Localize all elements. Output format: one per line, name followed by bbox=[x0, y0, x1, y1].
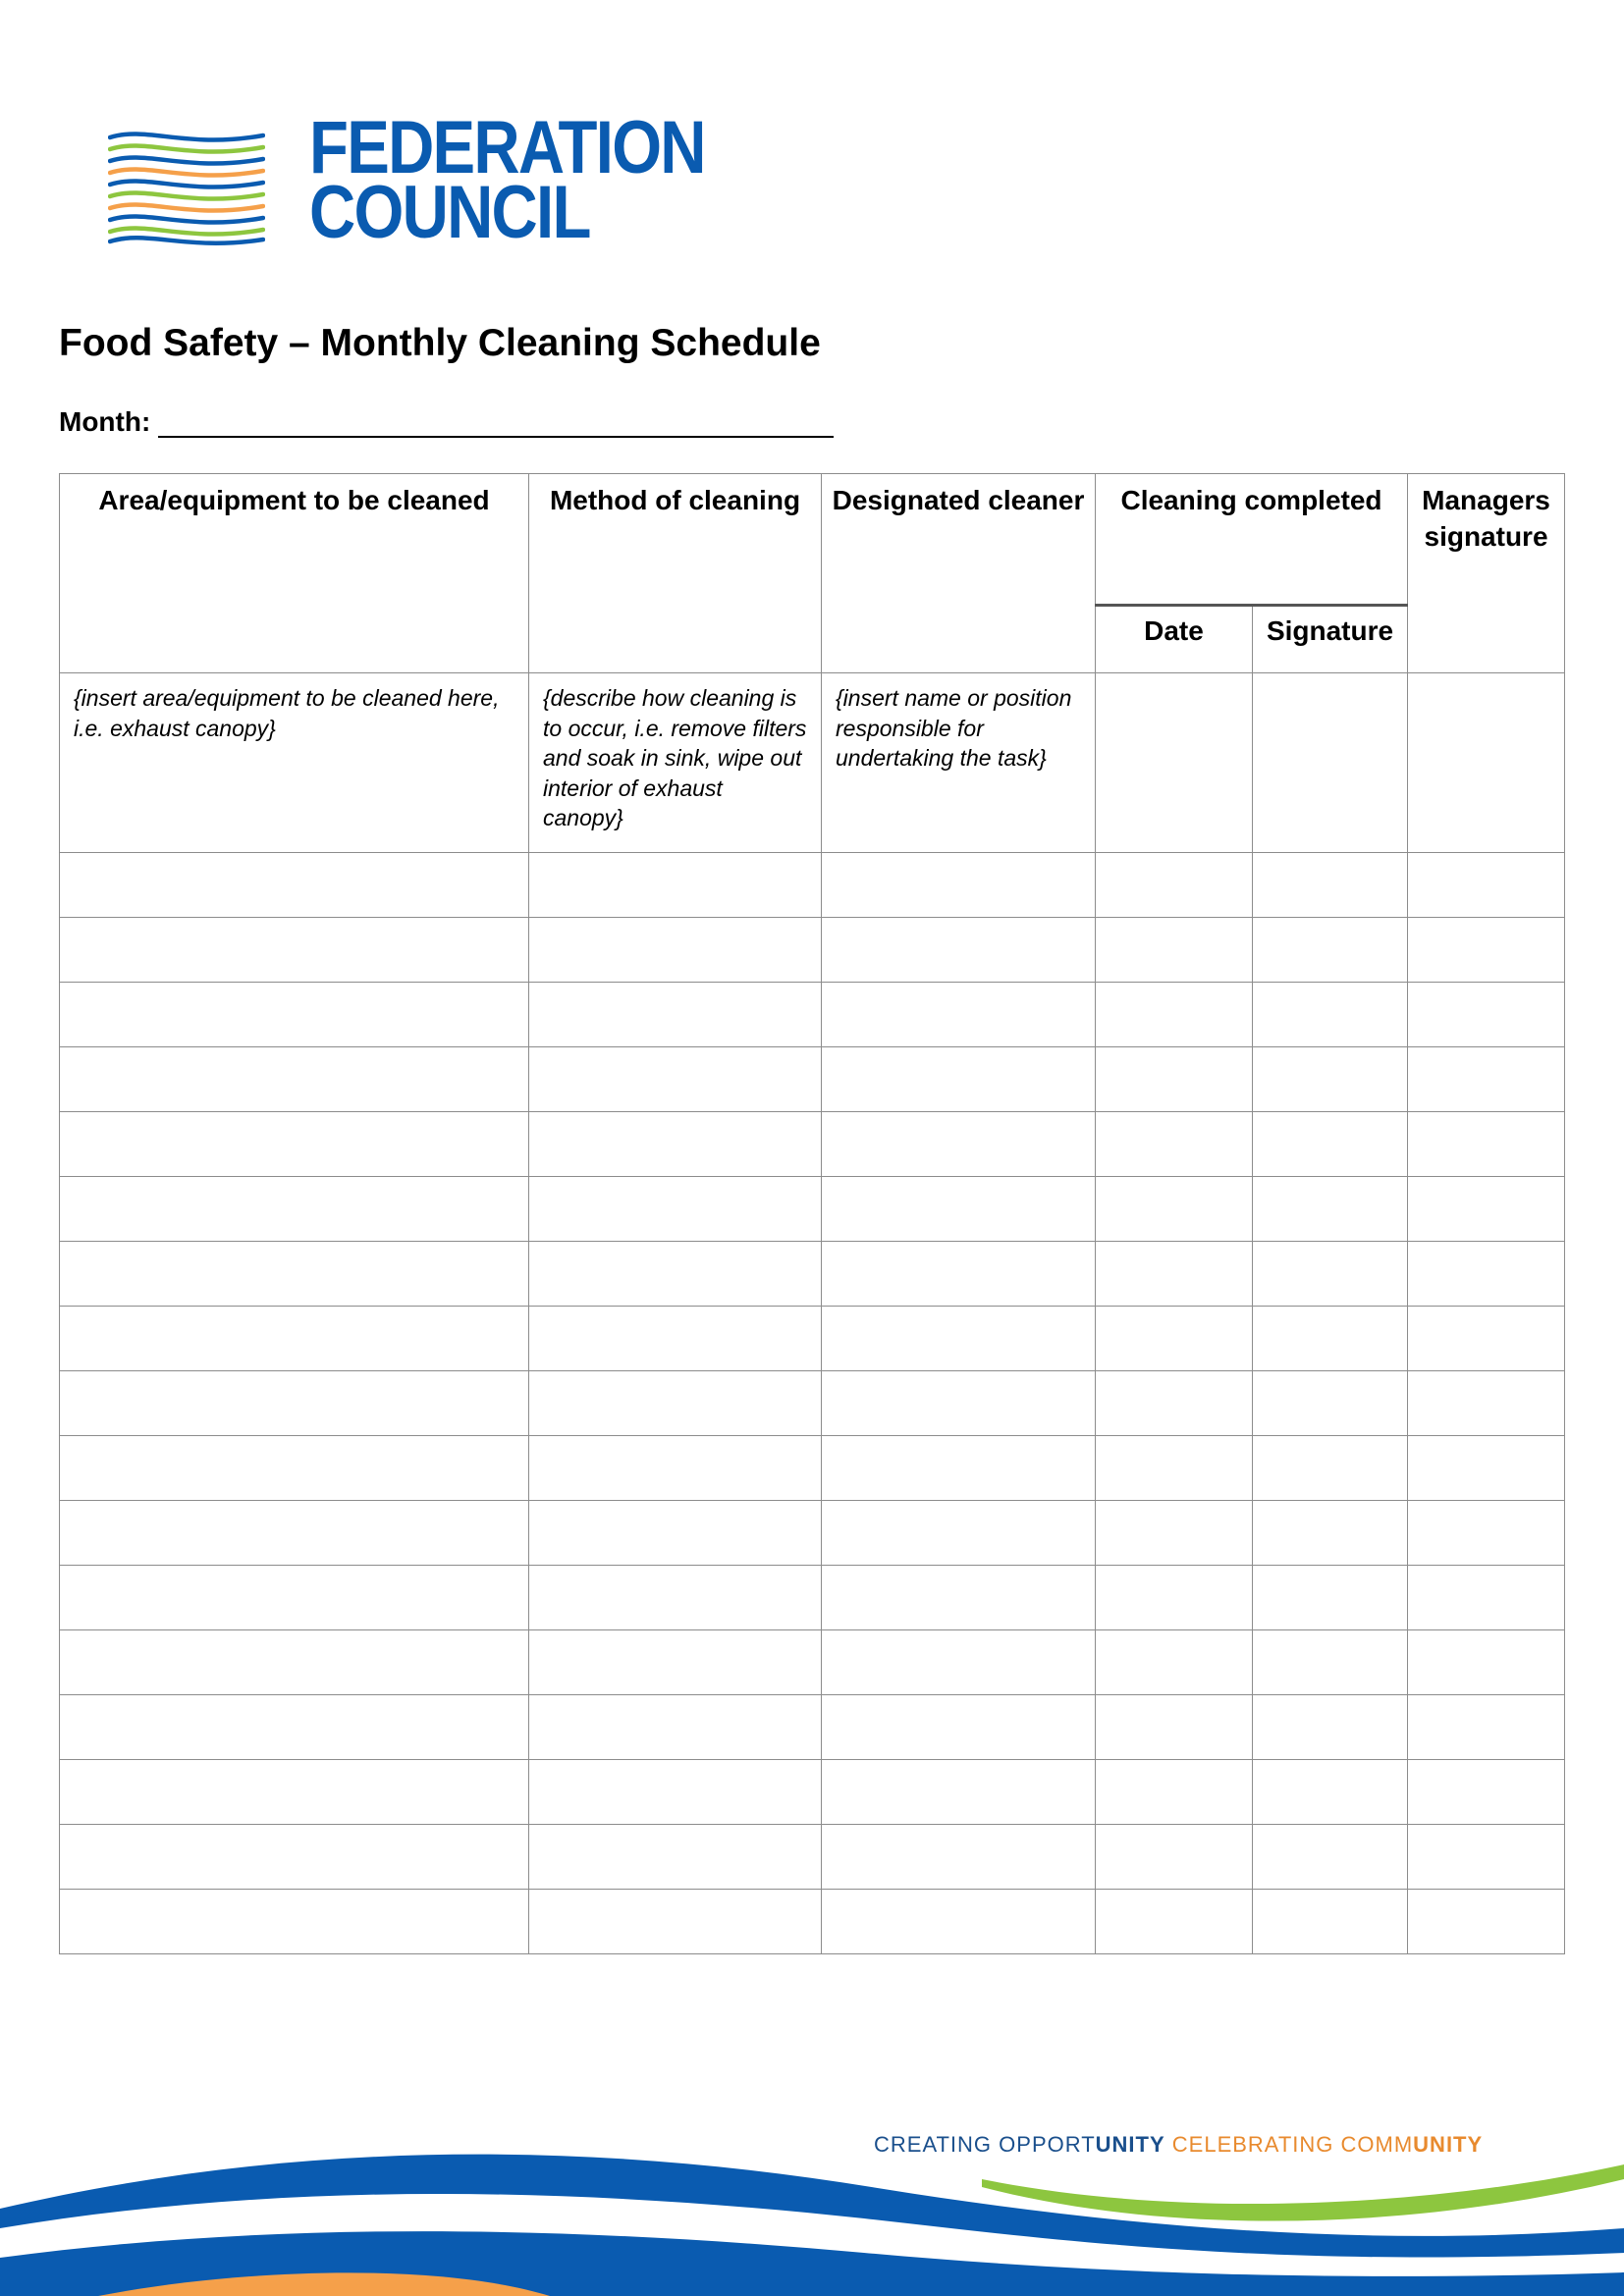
table-cell[interactable] bbox=[529, 1825, 822, 1890]
table-cell[interactable] bbox=[822, 1760, 1096, 1825]
table-cell[interactable] bbox=[529, 1112, 822, 1177]
example-row bbox=[60, 673, 1565, 853]
table-cell[interactable] bbox=[529, 983, 822, 1047]
table-cell[interactable] bbox=[1408, 1436, 1565, 1501]
tagline-part-1: CREATING OPPORT bbox=[874, 2132, 1096, 2157]
table-cell[interactable] bbox=[1408, 983, 1565, 1047]
table-cell[interactable] bbox=[1408, 1177, 1565, 1242]
table-row bbox=[60, 918, 1565, 983]
table-cell[interactable] bbox=[60, 983, 529, 1047]
table-cell[interactable] bbox=[1408, 1890, 1565, 1954]
table-cell[interactable] bbox=[1096, 1695, 1253, 1760]
table-cell[interactable] bbox=[1253, 1695, 1408, 1760]
table-cell[interactable] bbox=[1253, 1371, 1408, 1436]
table-cell[interactable] bbox=[1253, 1307, 1408, 1371]
example-area-cell[interactable]: {insert area/equipment to be cleaned here, i.e. exhaust canopy} bbox=[60, 673, 529, 853]
header-cleaning-completed: Cleaning completed bbox=[1096, 474, 1408, 606]
table-cell[interactable] bbox=[1096, 1501, 1253, 1566]
blank-rows bbox=[60, 853, 1565, 1954]
table-row bbox=[60, 1371, 1565, 1436]
header-managers-signature: Managers signature bbox=[1408, 474, 1565, 673]
table-row bbox=[60, 1760, 1565, 1825]
header-date: Date bbox=[1096, 606, 1253, 673]
table-cell[interactable] bbox=[1253, 1630, 1408, 1695]
table-cell[interactable] bbox=[1096, 1242, 1253, 1307]
table-cell[interactable] bbox=[1096, 1436, 1253, 1501]
tagline-part-3: CELEBRATING COMM bbox=[1164, 2132, 1414, 2157]
table-cell[interactable] bbox=[60, 1177, 529, 1242]
table-row bbox=[60, 853, 1565, 918]
table-cell[interactable] bbox=[822, 983, 1096, 1047]
logo-line-2: COUNCIL bbox=[309, 171, 590, 254]
table-cell[interactable] bbox=[529, 1501, 822, 1566]
table-cell[interactable] bbox=[822, 1566, 1096, 1630]
example-method-cell[interactable]: {describe how cleaning is to occur, i.e. remove filters and soak in sink, wipe out interior of exhaust canopy} bbox=[529, 673, 822, 853]
table-row bbox=[60, 983, 1565, 1047]
table-cell[interactable] bbox=[1096, 1825, 1253, 1890]
table-cell[interactable] bbox=[822, 1112, 1096, 1177]
table-cell[interactable] bbox=[1096, 1047, 1253, 1112]
table-row bbox=[60, 1177, 1565, 1242]
header-signature: Signature bbox=[1253, 606, 1408, 673]
tagline-part-2: UNITY bbox=[1095, 2132, 1165, 2157]
table-cell[interactable] bbox=[1408, 1695, 1565, 1760]
table-cell[interactable] bbox=[60, 1630, 529, 1695]
table-cell[interactable] bbox=[60, 1760, 529, 1825]
table-cell[interactable] bbox=[822, 1436, 1096, 1501]
example-signature-cell[interactable] bbox=[1253, 673, 1408, 853]
cleaning-schedule-table bbox=[59, 473, 1565, 1954]
table-cell[interactable] bbox=[1096, 1566, 1253, 1630]
table-row bbox=[60, 1566, 1565, 1630]
table-cell[interactable] bbox=[822, 1501, 1096, 1566]
table-cell[interactable] bbox=[1096, 1177, 1253, 1242]
table-cell[interactable] bbox=[60, 1307, 529, 1371]
table-cell[interactable] bbox=[822, 1630, 1096, 1695]
example-date-cell[interactable] bbox=[1096, 673, 1253, 853]
header-area: Area/equipment to be cleaned bbox=[60, 474, 529, 673]
table-cell[interactable] bbox=[60, 1566, 529, 1630]
example-managers-cell[interactable] bbox=[1408, 673, 1565, 853]
table-cell[interactable] bbox=[1408, 1566, 1565, 1630]
table-row bbox=[60, 1307, 1565, 1371]
table-cell[interactable] bbox=[1096, 983, 1253, 1047]
table-cell[interactable] bbox=[60, 1890, 529, 1954]
tagline-part-4: UNITY bbox=[1413, 2132, 1484, 2157]
table-cell[interactable] bbox=[1096, 1630, 1253, 1695]
table-cell[interactable] bbox=[60, 918, 529, 983]
table-row bbox=[60, 1501, 1565, 1566]
table-row bbox=[60, 1242, 1565, 1307]
table-cell[interactable] bbox=[1253, 1436, 1408, 1501]
table-cell[interactable] bbox=[1253, 918, 1408, 983]
table-cell[interactable] bbox=[60, 853, 529, 918]
table-cell[interactable] bbox=[60, 1112, 529, 1177]
table-cell[interactable] bbox=[822, 1371, 1096, 1436]
logo-line-1: FEDERATION bbox=[309, 106, 705, 189]
table-cell[interactable] bbox=[529, 1566, 822, 1630]
table-cell[interactable] bbox=[1253, 1112, 1408, 1177]
table-cell[interactable] bbox=[822, 1695, 1096, 1760]
table-cell[interactable] bbox=[1253, 1760, 1408, 1825]
month-input-line[interactable] bbox=[158, 408, 834, 438]
month-label: Month: bbox=[59, 406, 151, 437]
table-cell[interactable] bbox=[529, 853, 822, 918]
table-cell[interactable] bbox=[1408, 1501, 1565, 1566]
table-cell[interactable] bbox=[1253, 1825, 1408, 1890]
table-cell[interactable] bbox=[1096, 853, 1253, 918]
table-cell[interactable] bbox=[60, 1436, 529, 1501]
table-cell[interactable] bbox=[1096, 1890, 1253, 1954]
table-cell[interactable] bbox=[1408, 1371, 1565, 1436]
table-cell[interactable] bbox=[822, 853, 1096, 918]
table-cell[interactable] bbox=[1408, 1047, 1565, 1112]
table-cell[interactable] bbox=[1408, 1630, 1565, 1695]
table-cell[interactable] bbox=[1253, 1501, 1408, 1566]
table-cell[interactable] bbox=[60, 1695, 529, 1760]
table-cell[interactable] bbox=[822, 1177, 1096, 1242]
table-cell[interactable] bbox=[822, 918, 1096, 983]
table-cell[interactable] bbox=[529, 1695, 822, 1760]
table-cell[interactable] bbox=[1253, 1177, 1408, 1242]
table-cell[interactable] bbox=[822, 1307, 1096, 1371]
table-row bbox=[60, 1825, 1565, 1890]
table-cell[interactable] bbox=[1253, 1566, 1408, 1630]
table-row bbox=[60, 1890, 1565, 1954]
table-row bbox=[60, 1695, 1565, 1760]
table-cell[interactable] bbox=[1408, 1825, 1565, 1890]
table-cell[interactable] bbox=[822, 1242, 1096, 1307]
table-cell[interactable] bbox=[1408, 1242, 1565, 1307]
table-cell[interactable] bbox=[60, 1047, 529, 1112]
table-cell[interactable] bbox=[529, 1047, 822, 1112]
table-cell[interactable] bbox=[529, 918, 822, 983]
table-row bbox=[60, 1047, 1565, 1112]
table-cell[interactable] bbox=[1253, 1047, 1408, 1112]
footer-tagline bbox=[874, 2132, 1483, 2158]
logo-wordmark bbox=[309, 106, 705, 254]
table-cell[interactable] bbox=[1096, 1307, 1253, 1371]
table-cell[interactable] bbox=[1408, 1112, 1565, 1177]
table-cell[interactable] bbox=[529, 1242, 822, 1307]
table-cell[interactable] bbox=[60, 1825, 529, 1890]
waves-logo-icon bbox=[108, 126, 265, 248]
footer-waves bbox=[0, 2081, 1624, 2296]
table-cell[interactable] bbox=[1408, 1307, 1565, 1371]
table-cell[interactable] bbox=[529, 1371, 822, 1436]
page-title: Food Safety – Monthly Cleaning Schedule bbox=[59, 322, 821, 364]
table-cell[interactable] bbox=[529, 1890, 822, 1954]
table-cell[interactable] bbox=[1408, 918, 1565, 983]
table-row bbox=[60, 1436, 1565, 1501]
table-cell[interactable] bbox=[60, 1501, 529, 1566]
table-cell[interactable] bbox=[529, 1436, 822, 1501]
table-cell[interactable] bbox=[1096, 918, 1253, 983]
table-cell[interactable] bbox=[822, 1825, 1096, 1890]
table-cell[interactable] bbox=[1096, 1371, 1253, 1436]
month-field bbox=[59, 406, 834, 438]
example-cleaner-cell[interactable]: {insert name or position responsible for undertaking the task} bbox=[822, 673, 1096, 853]
table-cell[interactable] bbox=[822, 1890, 1096, 1954]
table-row bbox=[60, 1630, 1565, 1695]
table-cell[interactable] bbox=[1253, 1890, 1408, 1954]
table-cell[interactable] bbox=[60, 1242, 529, 1307]
table-cell[interactable] bbox=[822, 1047, 1096, 1112]
federation-council-logo bbox=[108, 106, 717, 263]
table-cell[interactable] bbox=[1096, 1112, 1253, 1177]
table-cell[interactable] bbox=[529, 1630, 822, 1695]
header-method: Method of cleaning bbox=[529, 474, 822, 673]
table-cell[interactable] bbox=[529, 1760, 822, 1825]
table-cell[interactable] bbox=[60, 1371, 529, 1436]
table-cell[interactable] bbox=[529, 1177, 822, 1242]
table-cell[interactable] bbox=[1408, 853, 1565, 918]
table-row bbox=[60, 1112, 1565, 1177]
table-cell[interactable] bbox=[1253, 1242, 1408, 1307]
table-cell[interactable] bbox=[1408, 1760, 1565, 1825]
table-cell[interactable] bbox=[1253, 853, 1408, 918]
table-cell[interactable] bbox=[1096, 1760, 1253, 1825]
header-cleaner: Designated cleaner bbox=[822, 474, 1096, 673]
table-cell[interactable] bbox=[1253, 983, 1408, 1047]
table-cell[interactable] bbox=[529, 1307, 822, 1371]
